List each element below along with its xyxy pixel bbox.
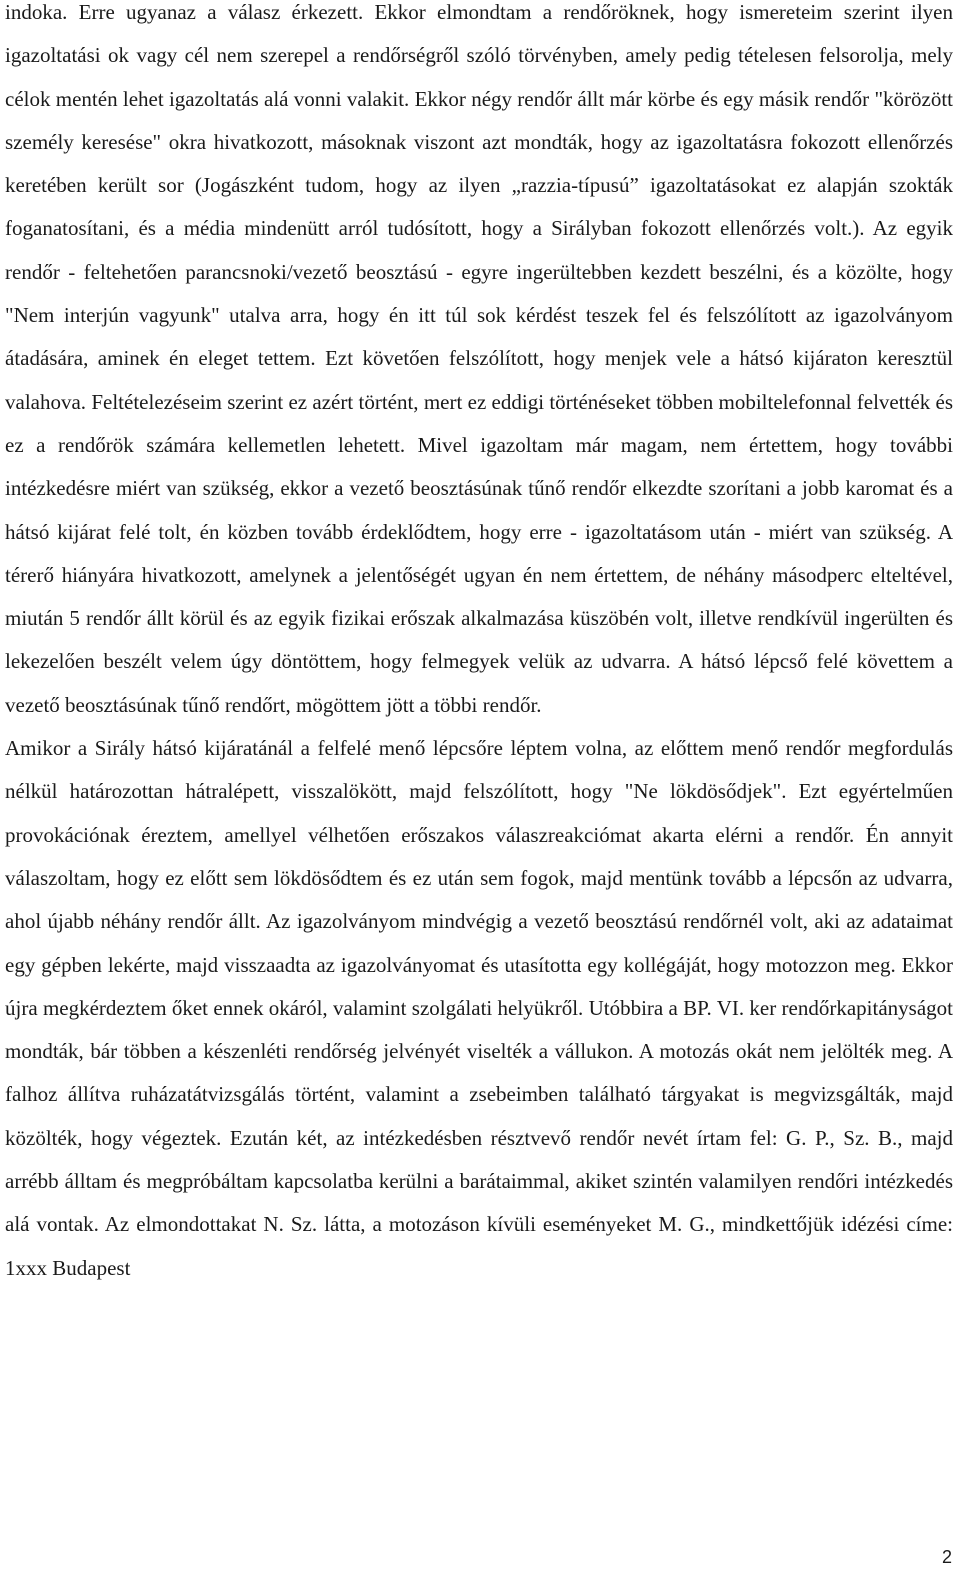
paragraph: indoka. Erre ugyanaz a válasz érkezett. Ekkor elmondtam a rendőröknek, hogy ismereteim szerint ilyen igazoltatási ok vagy cél nem szerepel a rendőrségről szóló törvényben, amely pedig tételesen felsorolja, mely célok mentén lehet igazoltatás alá vonni valakit. Ekkor négy rendőr állt már körbe és egy másik rendőr "körözött személy keresése" okra hivatkozott, másoknak viszont azt mondták, hogy az igazoltatásra fokozott ellenőrzés keretében került sor (Jogászként tudom, hogy az ilyen „razzia-típusú” igazoltatásokat ez alapján szokták foganatosítani, és a média mindenütt arról tudósított, hogy a Sirályban fokozott ellenőrzés volt.). Az egyik rendőr - feltehetően parancsnoki/vezető beosztású - egyre ingerültebben kezdett beszélni, és a közölte, hogy "Nem interjún vagyunk" utalva arra, hogy én itt túl sok kérdést teszek fel és felszólított az igazolványom átadására, aminek én eleget tettem. Ezt követően felszólított, hogy menjek vele a hátsó kijáraton keresztül valahova. Feltételezéseim szerint ez azért történt, mert ez eddigi történéseket többen mobiltelefonnal felvették és ez a rendőrök számára kellemetlen lehetett. Mivel igazoltam már magam, nem értettem, hogy további intézkedésre miért van szükség, ekkor a vezető beosztásúnak tűnő rendőr elkezdte szorítani a jobb karomat és a hátsó kijárat felé tolt, én közben tovább érdeklődtem, hogy erre - igazoltatásom után - miért van szükség. A térerő hiányára hivatkozott, amelynek a jelentőségét ugyan én nem értettem, de néhány másodperc elteltével, miután 5 rendőr állt körül és az egyik fizikai erőszak alkalmazása küszöbén volt, illetve rendkívül ingerülten és lekezelően beszélt velem úgy döntöttem, hogy felmegyek velük az udvarra. A hátsó lépcső felé követtem a vezető beosztásúnak tűnő rendőrt, mögöttem jött a többi rendőr. <box>5 0 953 717</box>
paragraph: Amikor a Sirály hátsó kijáratánál a felfelé menő lépcsőre léptem volna, az előttem menő rendőr megfordulás nélkül határozottan hátralépett, visszalökött, majd felszólított, hogy "Ne lökdösődjek". Ezt egyértelműen provokációnak éreztem, amellyel vélhetően erőszakos válaszreakciómat akarta elérni a rendőr. Én annyit válaszoltam, hogy ez előtt sem lökdösődtem és ez után sem fogok, majd mentünk tovább a lépcsőn az udvarra, ahol újabb néhány rendőr állt. Az igazolványom mindvégig a vezető beosztású rendőrnél volt, aki az adataimat egy gépben lekérte, majd visszaadta az igazolványomat és utasította egy kollégáját, hogy motozzon meg. Ekkor újra megkérdeztem őket ennek okáról, valamint szolgálati helyükről. Utóbbira a BP. VI. ker rendőrkapitányságot mondták, bár többen a készenléti rendőrség jelvényét viselték a vállukon. A motozás okát nem jelölték meg. A falhoz állítva ruházatátvizsgálás történt, valamint a zsebeimben található tárgyakat is megvizsgálták, majd közölték, hogy végeztek. Ezután két, az intézkedésben résztvevő rendőr nevét írtam fel: G. P., Sz. B., majd arrébb álltam és megpróbáltam kapcsolatba kerülni a barátaimmal, akiket szintén valamilyen rendőri intézkedés alá vontak. Az elmondottakat N. Sz. látta, a motozáson kívüli eseményeket M. G., mindkettőjük idézési címe: 1xxx Budapest <box>5 736 953 1280</box>
page-number: 2 <box>941 1547 952 1567</box>
body-text <box>5 0 953 1290</box>
